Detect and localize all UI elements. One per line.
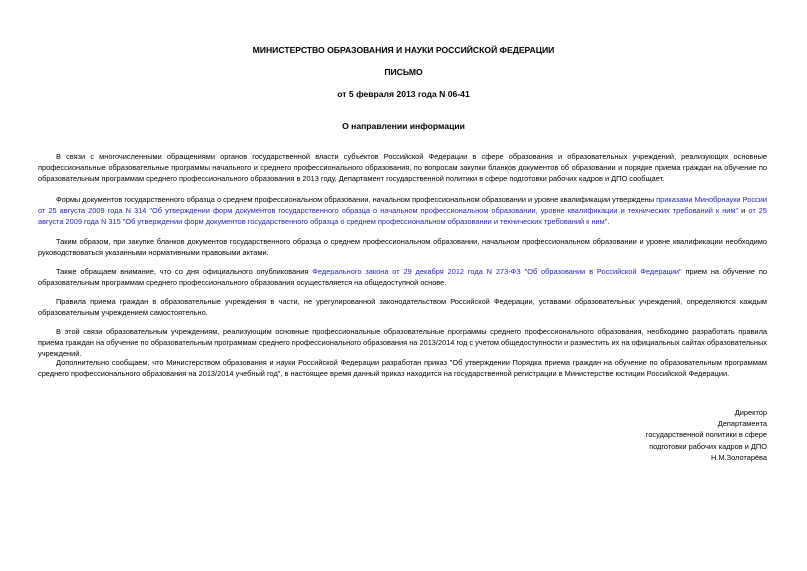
paragraph-5-text: Правила приема граждан в образовательные учреждения в части, не урегулированной законодательством Российской Федерации, уставами образовательных учреждений, определяются каждым образовательным учреждением самостоятельно. [38,297,767,318]
paragraph-4-text-1: Также обращаем внимание, что со дня официального опубликования [56,267,313,276]
federal-law-273-link[interactable]: Федерального закона от 29 декабря 2012 года N 273-ФЗ "Об образовании в Российской Федерации" [312,267,682,276]
paragraph-2-text-1: Формы документов государственного образца о среднем профессиональном образовании, начальном профессиональном образовании и уровне квалификации утверждены [56,195,657,204]
order-314-link[interactable]: приказами Минобрнауки России от 25 августа 2009 года N 314 "Об утверждении форм документов государственного образца о начальном профессиональном образовании, уровне квалификации и технических требований к ним" [38,195,767,216]
ministry-title: МИНИСТЕРСТВО ОБРАЗОВАНИЯ И НАУКИ РОССИЙСКОЙ ФЕДЕРАЦИИ [252,45,555,55]
paragraph-7-text: Дополнительно сообщаем, что Министерством образования и науки Российской Федерации разработан приказ "Об утверждении Порядка приема граждан на обучение по образовательным программам среднего профессионального образования на 2013/2014 учебный год", в настоящее время данный приказ находится на государственной регистрации в Министерстве юстиции Российской Федерации. [38,358,767,379]
document-date-number: от 5 февраля 2013 года N 06-41 [337,89,470,99]
document-subject: О направлении информации [342,121,465,131]
paragraph-2-text-3: . [607,217,610,227]
signature-department-policy: государственной политики в сфере [645,430,767,440]
paragraph-5 [38,296,767,318]
paragraph-4-text-2: прием на обучение по образовательным программам среднего профессионального образования осуществляется на общедоступной основе. [38,267,767,288]
paragraph-3-text: Таким образом, при закупке бланков документов государственного образца о среднем профессиональном образовании, начальном профессиональном образовании и уровне квалификации необходимо руководствоваться указанными нормативными правовыми актами. [38,237,767,258]
paragraph-6-text: В этой связи образовательным учреждениям, реализующим основные профессиональные образовательные программы среднего профессионального образования, необходимо разработать правила приема граждан на обучение по образовательным программам среднего профессионального образования на 2013/2014 год с учетом общедоступности и разместить их на официальных сайтах образовательных учреждений. [38,327,767,359]
paragraph-2-text-2: и [738,206,749,216]
signature-department: Департамента [717,419,767,429]
paragraph-3 [38,236,767,258]
signature-department-area: подготовки рабочих кадров и ДПО [649,441,767,451]
document-type: ПИСЬМО [384,67,423,77]
paragraph-1-text: В связи с многочисленными обращениями органов государственной власти субъектов Российской Федерации в сфере образования и образовательных учреждений, реализующих основные профессиональные образовательные программы начального и среднего профессионального образования, по вопросам закупки бланков документов об образовании и порядке приема граждан на обучение по образовательным программам среднего профессионального образования в 2013 году, Департамент государственной политики в сфере подготовки рабочих кадров и ДПО сообщает. [38,152,767,184]
signature-name: Н.М.Золотарёва [711,452,767,462]
signature-block [646,407,767,463]
paragraph-6 [38,326,767,360]
paragraph-4 [38,266,767,288]
paragraph-2 [38,194,767,228]
paragraph-7 [38,357,767,379]
paragraph-1 [38,151,767,185]
signature-position: Директор [734,408,767,417]
order-315-link[interactable]: от 25 августа 2009 года N 315 "Об утверждении форм документов государственного образца о среднем профессиональном образовании и технических требований к ним" [38,206,767,227]
